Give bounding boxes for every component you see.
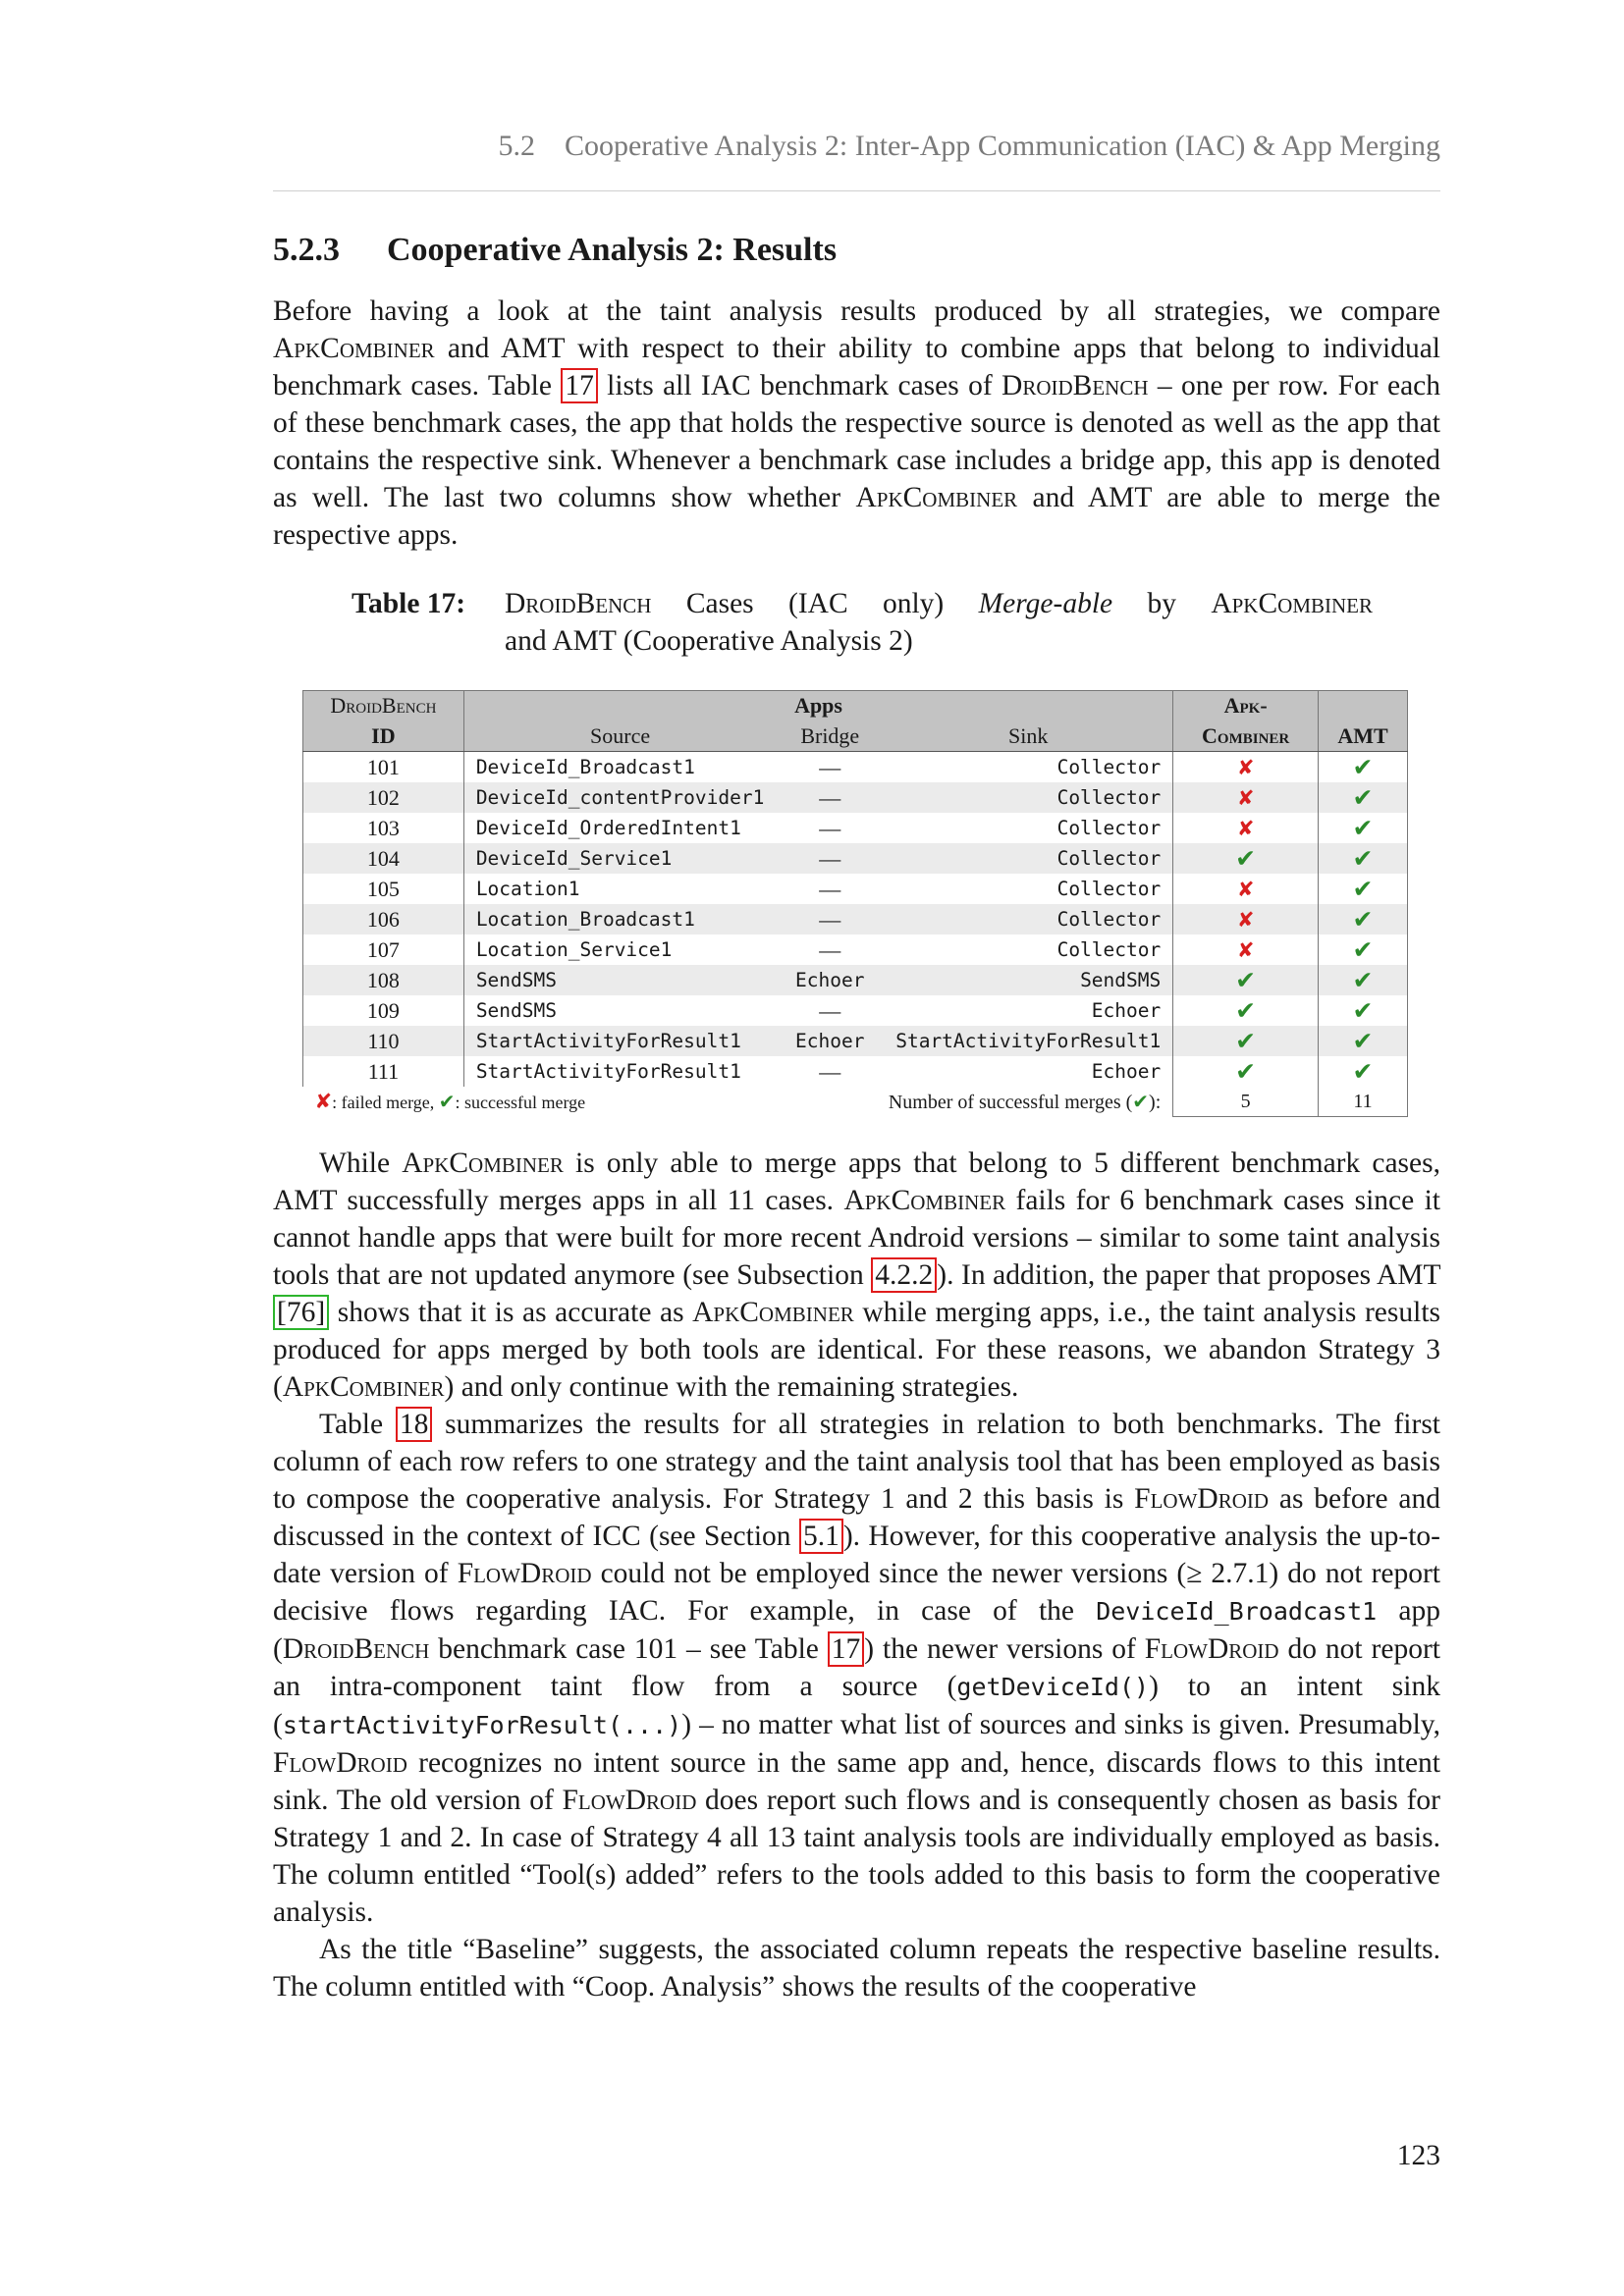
legend-failed: : failed merge,: [332, 1093, 439, 1113]
cell-source: Location_Service1: [475, 938, 673, 961]
cell-amt: [1319, 934, 1408, 965]
table-row: [303, 1056, 1408, 1087]
cell-amt: [1319, 874, 1408, 904]
check-mark-icon: ✔: [1352, 844, 1374, 873]
cell-apk: [1173, 1026, 1319, 1056]
cell-bridge: —: [776, 843, 884, 874]
section-heading: [273, 232, 837, 269]
section-ref-link[interactable]: 4.2.2: [871, 1257, 937, 1293]
check-mark-icon: ✔: [1235, 844, 1257, 873]
cell-source: SendSMS: [463, 965, 776, 995]
cell-source: DeviceId_Broadcast1: [475, 756, 695, 778]
header-blank: [1319, 691, 1408, 721]
text-span: summarizes the results for all strategies in relation to both benchmarks. The first column of each row refers to one strategy and the taint analysis tool that has been employed as basis to compose the cooperative analysis. For Strategy 1 and 2 this basis is: [273, 1409, 1441, 1515]
paragraph-2: [273, 1145, 1440, 1406]
cell-apk: [1173, 813, 1319, 843]
cell-apk: [1173, 995, 1319, 1026]
cell-bridge: —: [776, 904, 884, 934]
header-sink: Sink: [884, 721, 1173, 752]
header-id: ID: [303, 721, 464, 752]
text-span: ) the newer versions of: [864, 1633, 1145, 1665]
text-span: and AMT are able to merge the respective apps.: [273, 482, 1441, 551]
text-span: ). However, for this cooperative analysis the up-to-date version of: [273, 1521, 1441, 1589]
cell-sink: Collector: [884, 904, 1173, 934]
code-span: startActivityForResult(...): [282, 1711, 682, 1739]
cell-bridge: —: [819, 815, 841, 840]
text-span: is only able to merge apps that belong to 5 different benchmark cases, AMT successfully merges apps in all 11 cases.: [273, 1148, 1440, 1216]
text-span: could not be employed since the newer versions (≥ 2.7.1) do not report decisive flows regarding IAC. For example, in case of the: [273, 1558, 1441, 1627]
table-row: [303, 995, 1408, 1026]
cell-id: 103: [303, 813, 464, 843]
text-span: as before and discussed in the context of ICC (see Section: [273, 1483, 1440, 1552]
tool-name: ApkCombiner: [855, 482, 1018, 513]
benchmark-name: DroidBench: [282, 1633, 430, 1665]
cell-apk: [1173, 1056, 1319, 1087]
cell-sink: Echoer: [884, 1056, 1173, 1087]
text-span: ):: [1149, 1091, 1162, 1113]
cell-sink: Collector: [884, 782, 1173, 813]
text-span: app (: [273, 1595, 1440, 1665]
header-amt: AMT: [1319, 721, 1408, 752]
check-mark-icon: ✔: [1235, 996, 1257, 1025]
table-legend: [303, 1087, 777, 1117]
table-row: [303, 752, 1408, 783]
table-body: [303, 752, 1408, 1088]
cell-amt: [1319, 1056, 1408, 1087]
cell-apk: [1173, 904, 1319, 934]
tool-name: FlowDroid: [273, 1747, 407, 1779]
text-span: shows that it is as accurate as: [329, 1297, 693, 1328]
text-span: fails for 6 benchmark cases since it cannot handle apps that were built for more recent Android versions – similar to some taint analysis tools that are not updated anymore (see Subsection: [273, 1185, 1441, 1291]
running-head-number: 5.2: [498, 130, 535, 162]
table-row: [303, 874, 1408, 904]
tool-name: FlowDroid: [1144, 1633, 1279, 1665]
cell-id: 107: [303, 934, 464, 965]
text-span: Table: [319, 1409, 396, 1440]
fail-mark-icon: ✘: [1236, 937, 1255, 962]
cell-amt: [1319, 995, 1408, 1026]
fail-mark-icon: ✘: [1236, 755, 1255, 779]
merge-results-table: [302, 690, 1408, 1117]
text-span: Cases (IAC only): [651, 588, 979, 619]
table-row: [303, 813, 1408, 843]
cell-apk: [1173, 752, 1319, 783]
text-span: ) to an intent sink (: [273, 1671, 1440, 1740]
paragraph-3: [273, 1406, 1440, 1931]
cell-id: 110: [303, 1026, 464, 1056]
cell-bridge: Echoer: [776, 965, 884, 995]
cell-bridge: —: [819, 754, 841, 779]
fail-mark-icon: ✘: [314, 1090, 333, 1114]
table-ref-link[interactable]: 17: [561, 368, 598, 403]
fail-mark-icon: ✘: [1236, 877, 1255, 901]
tool-name: ApkCombiner: [273, 333, 435, 364]
fail-mark-icon: ✘: [1236, 816, 1255, 840]
cell-amt: [1319, 752, 1408, 783]
cell-sink: Collector: [884, 874, 1173, 904]
text-span: ). In addition, the paper that proposes AMT: [937, 1259, 1440, 1291]
tool-name: ApkCombiner: [1211, 588, 1373, 619]
cell-sink: Echoer: [884, 995, 1173, 1026]
check-mark-icon: ✔: [1235, 1027, 1257, 1055]
tool-name: FlowDroid: [457, 1558, 592, 1589]
text-span: While: [319, 1148, 403, 1179]
cell-source: Location1: [475, 878, 580, 900]
cell-amt: [1319, 965, 1408, 995]
running-head-title: Cooperative Analysis 2: Inter-App Communication (IAC) & App Merging: [564, 130, 1440, 162]
cell-amt: [1319, 813, 1408, 843]
citation-link[interactable]: [76]: [273, 1295, 329, 1330]
tool-name: FlowDroid: [1134, 1483, 1270, 1515]
cell-id: 108: [303, 965, 464, 995]
cell-id: 101: [303, 752, 464, 783]
check-mark-icon: ✔: [1352, 966, 1374, 994]
check-mark-icon: ✔: [1352, 814, 1374, 842]
cell-source: SendSMS: [475, 999, 557, 1022]
check-mark-icon: ✔: [1352, 783, 1374, 812]
count-label: [776, 1087, 1172, 1117]
check-mark-icon: ✔: [1352, 875, 1374, 903]
table-row: [303, 782, 1408, 813]
cell-sink: Collector: [884, 752, 1173, 783]
amt-total: 11: [1319, 1087, 1408, 1117]
apk-total: 5: [1173, 1087, 1319, 1117]
table-row: [303, 843, 1408, 874]
check-mark-icon: ✔: [1352, 1057, 1374, 1086]
header-source: Source: [463, 721, 776, 752]
check-mark-icon: ✔: [1235, 1057, 1257, 1086]
cell-source: StartActivityForResult1: [463, 1026, 776, 1056]
cell-amt: [1319, 1026, 1408, 1056]
text-span: – one per row. For each of these benchmark cases, the app that holds the respective source is denoted as well as the app that contains the respective sink. Whenever a benchmark case includes a bridge app, this app is denoted as well. The last two columns show whether: [273, 370, 1441, 513]
text-span: Merge-able: [978, 588, 1113, 619]
text-span: benchmark case 101 – see Table: [429, 1633, 828, 1665]
section-title: Cooperative Analysis 2: Results: [387, 232, 838, 268]
tool-name: FlowDroid: [562, 1785, 697, 1816]
tool-name: ApkCombiner: [402, 1148, 564, 1179]
check-mark-icon: ✔: [1352, 996, 1374, 1025]
cell-amt: [1319, 843, 1408, 874]
cell-source: Location_Broadcast1: [463, 904, 776, 934]
legend-success: : successful merge: [455, 1093, 586, 1113]
tool-name: ApkCombiner: [843, 1185, 1006, 1216]
text-span: lists all IAC benchmark cases of: [597, 370, 1002, 401]
intro-paragraph: [273, 293, 1440, 554]
section-ref-link[interactable]: 5.1: [799, 1519, 843, 1554]
tool-name: ApkCombiner: [692, 1297, 854, 1328]
header-apps: Apps: [463, 691, 1172, 721]
text-span: ) – no matter what list of sources and sinks is given. Presumably,: [681, 1709, 1440, 1740]
caption-label: Table 17:: [352, 588, 466, 619]
text-span: ) and only continue with the remaining strategies.: [444, 1371, 1019, 1403]
fail-mark-icon: ✘: [1236, 907, 1255, 932]
check-mark-icon: ✔: [1132, 1089, 1150, 1113]
caption-line2: and AMT (Cooperative Analysis 2): [505, 625, 913, 657]
running-head: [273, 130, 1440, 191]
body-text: [273, 1145, 1440, 2005]
cell-sink: SendSMS: [884, 965, 1173, 995]
fail-mark-icon: ✘: [1236, 785, 1255, 810]
benchmark-name: DroidBench: [505, 588, 652, 619]
text-span: Number of successful merges (: [888, 1091, 1133, 1113]
cell-bridge: —: [819, 876, 841, 901]
page-number: 123: [1396, 2140, 1440, 2171]
cell-amt: [1319, 904, 1408, 934]
cell-apk: [1173, 843, 1319, 874]
benchmark-name: DroidBench: [1001, 370, 1149, 401]
cell-sink: StartActivityForResult1: [884, 1026, 1173, 1056]
check-mark-icon: ✔: [1352, 905, 1374, 934]
check-mark-icon: ✔: [1352, 753, 1374, 781]
text-span: recognizes no intent source in the same app and, hence, discards flows to this intent sink. The old version of: [273, 1747, 1440, 1816]
code-span: getDeviceId(): [956, 1673, 1150, 1701]
table-ref-link[interactable]: 17: [828, 1631, 865, 1667]
header-combiner: Combiner: [1173, 721, 1319, 752]
header-bridge: Bridge: [776, 721, 884, 752]
table-row: [303, 965, 1408, 995]
cell-id: 106: [303, 904, 464, 934]
cell-apk: [1173, 874, 1319, 904]
cell-amt: [1319, 782, 1408, 813]
table-row: [303, 904, 1408, 934]
cell-id: 111: [303, 1056, 464, 1087]
cell-source: DeviceId_contentProvider1: [463, 782, 776, 813]
cell-bridge: —: [776, 782, 884, 813]
check-mark-icon: ✔: [1352, 935, 1374, 964]
paragraph-4: As the title “Baseline” suggests, the associated column repeats the respective baseline results. The column entitled with “Coop. Analysis” shows the results of the cooperative: [273, 1934, 1440, 2002]
header-droidbench: DroidBench: [303, 691, 464, 721]
code-span: DeviceId_Broadcast1: [1096, 1597, 1378, 1626]
check-mark-icon: ✔: [1235, 966, 1257, 994]
cell-apk: [1173, 965, 1319, 995]
text-span: while merging apps, i.e., the taint analysis results produced for apps merged by both tools are identical. For these reasons, we abandon Strategy 3 (: [273, 1297, 1440, 1403]
cell-source: DeviceId_OrderedIntent1: [475, 817, 741, 839]
text-span: by: [1112, 588, 1212, 619]
cell-bridge: —: [819, 936, 841, 962]
text-span: and AMT with respect to their ability to combine apps that belong to individual benchmark cases. Table: [273, 333, 1440, 401]
cell-source: DeviceId_Service1: [463, 843, 776, 874]
cell-sink: Collector: [884, 843, 1173, 874]
cell-sink: Collector: [884, 934, 1173, 965]
cell-apk: [1173, 782, 1319, 813]
section-number: 5.2.3: [273, 232, 340, 268]
check-mark-icon: ✔: [1352, 1027, 1374, 1055]
cell-bridge: —: [819, 1058, 841, 1084]
tool-name: ApkCombiner: [282, 1371, 445, 1403]
cell-bridge: —: [819, 997, 841, 1023]
cell-bridge: Echoer: [776, 1026, 884, 1056]
cell-source: StartActivityForResult1: [475, 1060, 741, 1083]
cell-apk: [1173, 934, 1319, 965]
header-apk: Apk-: [1173, 691, 1319, 721]
text-span: Before having a look at the taint analysis results produced by all strategies, we compare: [273, 295, 1440, 327]
cell-id: 105: [303, 874, 464, 904]
cell-sink: Collector: [884, 813, 1173, 843]
text-span: do not report an intra-component taint flow from a source (: [273, 1633, 1440, 1702]
cell-id: 104: [303, 843, 464, 874]
cell-id: 102: [303, 782, 464, 813]
table-row: [303, 1026, 1408, 1056]
table-ref-link[interactable]: 18: [396, 1407, 433, 1442]
table-row: [303, 934, 1408, 965]
cell-id: 109: [303, 995, 464, 1026]
check-mark-icon: ✔: [438, 1090, 456, 1114]
text-span: does report such flows and is consequently chosen as basis for Strategy 1 and 2. In case of Strategy 4 all 13 taint analysis tools are individually employed as basis. The column entitled “Tool(s) added” refers to the tools added to this basis to form the cooperative analysis.: [273, 1785, 1441, 1928]
